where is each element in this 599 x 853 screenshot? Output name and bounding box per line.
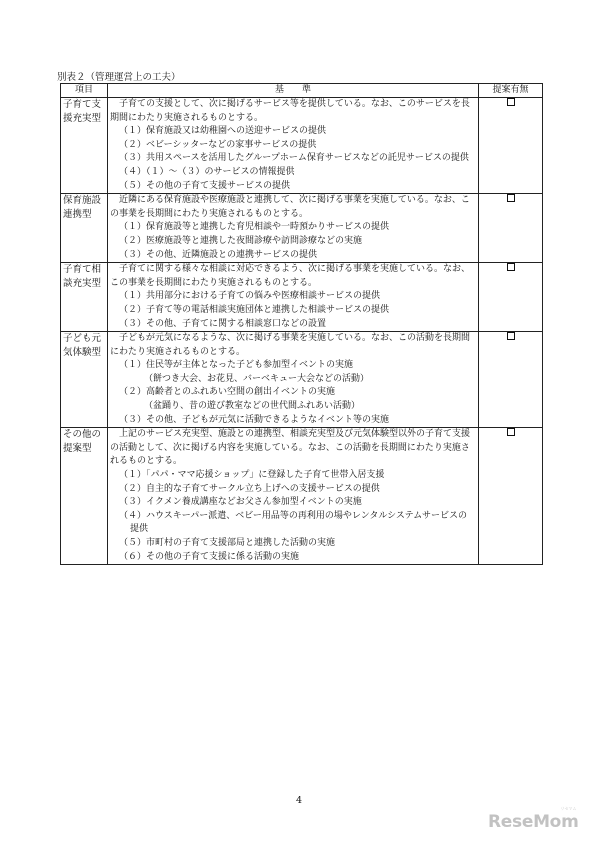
logo-furigana: リセマム [560, 806, 577, 811]
checkbox-icon[interactable] [507, 332, 515, 340]
category-cell: 子ども元気体験型 [61, 332, 108, 428]
criteria-list-item: （２）高齢者とのふれあい空間の創出イベントの実施 [119, 387, 336, 398]
criteria-list-item: （１）共用部分における子育ての悩みや医療相談サービスの提供 [119, 291, 381, 302]
header-proposal: 提案有無 [479, 84, 543, 98]
criteria-list-item: （６）その他の子育て支援に係る活動の実施 [119, 551, 300, 562]
checkbox-icon[interactable] [507, 428, 515, 436]
criteria-intro: 近隣にある保育施設や医療施設と連携して、次に掲げる事業を実施している。なお、この事業を長期間にわたり実施されるものとする。 [110, 195, 470, 219]
proposal-cell [479, 332, 543, 428]
criteria-cell [108, 428, 479, 565]
table-row [61, 428, 543, 565]
criteria-list-item: （１）保育施設又は幼稚園への送迎サービスの提供 [119, 126, 327, 137]
category-cell: その他の提案型 [61, 428, 108, 565]
header-criteria: 基 準 [108, 84, 479, 98]
resemom-logo [488, 806, 579, 832]
criteria-list-item: （５）市町村の子育て支援部局と連携した活動の実施 [119, 538, 336, 548]
checkbox-icon[interactable] [507, 263, 515, 271]
criteria-cell [108, 332, 479, 428]
logo-text: ReseMom [488, 812, 579, 832]
criteria-list-item: （２）子育て等の電話相談実施団体と連携した相談サービスの提供 [119, 304, 390, 315]
criteria-item-note: （盆踊り、昔の遊び教室などの世代間ふれあい活動） [144, 401, 361, 412]
criteria-list-item: （３）その他、子育てに関する相談窓口などの設置 [119, 318, 327, 329]
criteria-list-item: （３）その他、近隣施設との連携サービスの提供 [119, 249, 318, 260]
criteria-intro: 子どもが元気になるような、次に掲げる事業を実施している。なお、この活動を長期間にわたり実施されるものとする。 [110, 333, 471, 357]
page-number: 4 [296, 795, 303, 806]
criteria-list-item: （１）保育施設等と連携した育児相談や一時預かりサービスの提供 [119, 222, 390, 233]
proposal-cell [479, 98, 543, 194]
criteria-list-item: （３）共用スペースを活用したグループホーム保育サービスなどの託児サービスの提供 [119, 153, 469, 164]
criteria-list-item: （１）住民等が主体となった子ども参加型イベントの実施 [119, 360, 354, 371]
criteria-intro: 子育てに関する様々な相談に対応できるよう、次に掲げる事業を実施している。なお、この事業を長期間にわたり実施されるものとする。 [110, 264, 471, 288]
header-item: 項目 [61, 84, 108, 98]
criteria-cell [108, 194, 479, 263]
criteria-list-item: （４）（１）～（３）のサービスの情報提供 [119, 166, 295, 177]
criteria-list-item: （５）その他の子育て支援サービスの提供 [119, 180, 291, 191]
proposal-cell [479, 263, 543, 332]
table-row [61, 263, 543, 332]
criteria-cell [108, 98, 479, 194]
criteria-list-item: （２）ベビーシッターなどの家事サービスの提供 [119, 139, 317, 150]
table-row [61, 194, 543, 263]
table-row [61, 98, 543, 194]
checkbox-icon[interactable] [507, 98, 515, 106]
proposal-cell [479, 194, 543, 263]
category-cell: 子育て支援充実型 [61, 98, 108, 194]
table-row [61, 332, 543, 428]
category-cell: 保育施設連携型 [61, 194, 108, 263]
criteria-list-item: （３）イクメン養成講座などお父さん参加型イベントの実施 [119, 497, 362, 508]
table-caption: 別表２（管理運営上の工夫） [57, 72, 181, 83]
criteria-intro: 子育ての支援として、次に掲げるサービス等を提供している。なお、このサービスを長期間にわたり実施されるものとする。 [110, 99, 470, 123]
table-header-row [61, 84, 543, 98]
proposal-cell [479, 428, 543, 565]
criteria-table [60, 83, 543, 565]
criteria-list-item: （１）「パパ・ママ応援ショップ」に登録した子育て世帯入居支援 [119, 470, 385, 481]
criteria-cell [108, 263, 479, 332]
criteria-list-item: （２）医療施設等と連携した夜間診療や訪問診療などの実施 [119, 235, 363, 246]
checkbox-icon[interactable] [507, 194, 515, 202]
criteria-list-item: （２）自主的な子育てサークル立ち上げへの支援サービスの提供 [119, 483, 380, 494]
criteria-intro: 上記のサービス充実型、施設との連携型、相談充実型及び元気体験型以外の子育て支援の活動として、次に掲げる内容を実施している。なお、この活動を長期間にわたり実施されるものとする。 [110, 429, 471, 467]
criteria-item-note: （餅つき大会、お花見、バーベキュー大会などの活動） [144, 373, 370, 384]
category-cell: 子育て相談充実型 [61, 263, 108, 332]
criteria-list-item: （４）ハウスキーパー派遣、ベビー用品等の再利用の場やレンタルシステムサービスの提供 [119, 510, 468, 535]
criteria-list-item: （３）その他、子どもが元気に活動できるようなイベント等の実施 [119, 414, 390, 425]
